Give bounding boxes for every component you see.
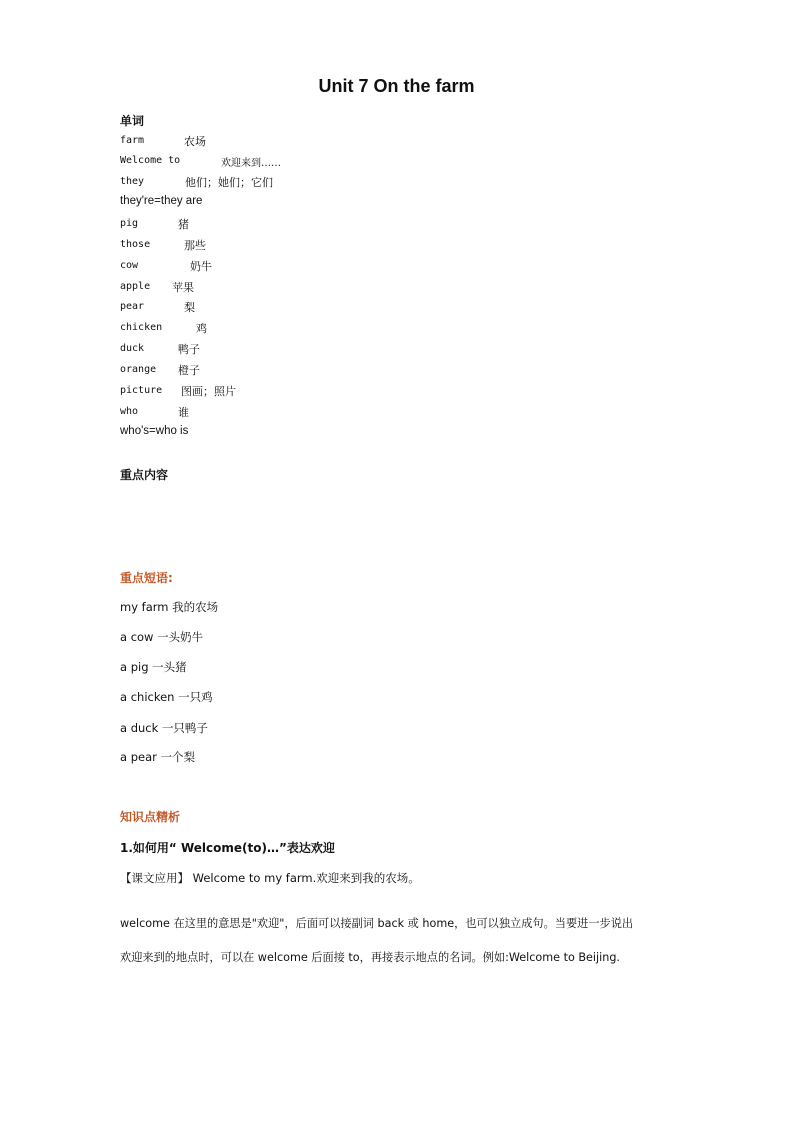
phrase-item: a pear 一个梨 [120, 750, 196, 764]
vocab-word: those [120, 239, 151, 250]
vocab-word: duck [120, 343, 145, 354]
vocab-word: apple [120, 281, 151, 292]
vocab-word: orange [120, 364, 157, 375]
vocab-meaning: 苹果 [172, 281, 194, 294]
vocab-meaning: 农场 [184, 135, 206, 148]
vocab-meaning: 欢迎来到…… [221, 158, 281, 169]
point1-example: 【课文应用】 Welcome to my farm.欢迎来到我的农场。 [120, 871, 420, 885]
vocab-word: chicken [120, 322, 163, 333]
vocab-word: pig [120, 218, 139, 229]
analysis-heading: 知识点精析 [120, 810, 181, 824]
vocab-meaning: 图画；照片 [181, 385, 236, 398]
vocab-word: pear [120, 301, 145, 312]
point1-paragraph-line: welcome 在这里的意思是"欢迎"，后面可以接副词 back 或 home，也可以独立成句。当要进一步说出 [120, 917, 634, 930]
vocab-meaning: 谁 [178, 406, 189, 419]
page-title: Unit 7 On the farm [318, 76, 475, 96]
vocab-word: they [120, 176, 145, 187]
vocab-meaning: 他们；她们；它们 [185, 176, 273, 189]
phrase-item: my farm 我的农场 [120, 600, 219, 614]
vocab-heading: 单词 [120, 114, 145, 128]
vocab-meaning: 梨 [184, 301, 195, 314]
vocab-meaning: 橙子 [178, 364, 200, 377]
phrase-item: a chicken 一只鸡 [120, 690, 213, 704]
phrase-item: a duck 一只鸭子 [120, 721, 208, 735]
phrase-item: a pig 一头猪 [120, 660, 187, 674]
vocab-word: farm [120, 135, 145, 146]
vocab-word: who's=who is [120, 425, 189, 437]
point1-heading: 1.如何用“ Welcome(to)…”表达欢迎 [120, 841, 335, 855]
vocab-meaning: 鸭子 [178, 343, 200, 356]
vocab-meaning: 猪 [178, 218, 189, 231]
vocab-meaning: 鸡 [196, 322, 207, 335]
vocab-word: cow [120, 260, 139, 271]
phrases-heading: 重点短语: [120, 571, 173, 585]
vocab-meaning: 奶牛 [190, 260, 212, 273]
vocab-word: who [120, 406, 139, 417]
vocab-meaning: 那些 [184, 239, 206, 252]
phrase-item: a cow 一头奶牛 [120, 630, 204, 644]
vocab-word: they're=they are [120, 195, 203, 207]
point1-paragraph-line: 欢迎来到的地点时，可以在 welcome 后面接 to，再接表示地点的名词。例如:Welcome to Beijing. [120, 951, 620, 964]
vocab-word: Welcome to [120, 155, 181, 166]
vocab-word: picture [120, 385, 163, 396]
key-content-heading: 重点内容 [120, 468, 169, 482]
